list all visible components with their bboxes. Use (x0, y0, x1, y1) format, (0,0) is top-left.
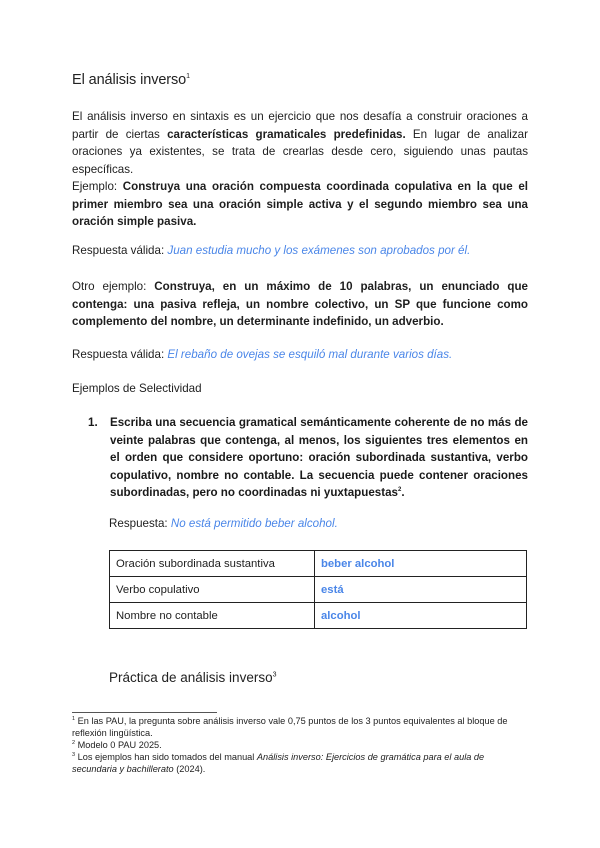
list-item-text (110, 414, 528, 502)
practice-title: Práctica de análisis inverso (109, 670, 273, 685)
example-prompt: Construya, en un máximo de 10 palabras, un enunciado que contenga: una pasiva refleja, un nombre colectivo, un SP que funcione como complemento del nombre, un determinante indefinido, un adverbio. (72, 280, 528, 328)
question-1-answer (109, 515, 529, 533)
footnote-3 (72, 752, 528, 775)
example-label: Otro ejemplo: (72, 280, 155, 293)
footnote-ref[interactable]: 1 (186, 73, 190, 81)
example-2 (72, 278, 528, 331)
book-title: Análisis inverso: Ejercicios de gramática para el aula de secundaria y bachillerato (72, 752, 485, 774)
footnote-divider (72, 712, 217, 713)
table-cell-element: Oración subordinada sustantiva (110, 551, 315, 577)
table-cell-value: beber alcohol (315, 551, 527, 577)
footnote-ref[interactable]: 2 (397, 487, 402, 494)
practice-heading (109, 670, 276, 685)
answer-text: No está permitido beber alcohol. (170, 517, 338, 530)
list-item (88, 414, 528, 502)
answer-text: Juan estudia mucho y los exámenes son aprobados por él. (167, 244, 471, 257)
example-label: Ejemplo: (72, 180, 123, 193)
answer-label: Respuesta válida: (72, 348, 168, 361)
table-row (110, 603, 527, 629)
table-row (110, 577, 527, 603)
footnote-ref[interactable]: 3 (272, 671, 277, 679)
footnote-1 (72, 716, 528, 739)
intro-text: El análisis inverso en sintaxis es un ejercicio que nos desafía a construir oraciones a partir de ciertas (72, 110, 528, 141)
table-cell-element: Nombre no contable (110, 603, 315, 629)
intro-paragraph (72, 108, 528, 178)
answer-label: Respuesta válida: (72, 244, 168, 257)
table-cell-value: está (315, 577, 527, 603)
footnote-text: Los ejemplos han sido tomados del manual (75, 752, 257, 762)
answer-table (109, 550, 527, 629)
intro-text-cont: En lugar de analizar oraciones ya existentes, se trata de crearlas desde cero, siguiendo unas pautas específicas. (72, 127, 528, 176)
selectividad-heading: Ejemplos de Selectividad (72, 382, 202, 395)
table-cell-element: Verbo copulativo (110, 577, 315, 603)
section-heading (72, 72, 190, 88)
footnote-number: 1 (72, 715, 76, 722)
answer-text: El rebaño de ovejas se esquiló mal durante varios días. (167, 348, 453, 361)
footnote-text: En las PAU, la pregunta sobre análisis inverso vale 0,75 puntos de los 3 puntos equivalentes al bloque de reflexión lingüística. (72, 716, 508, 738)
heading-text: El análisis inverso (72, 72, 187, 88)
question-end: . (401, 486, 405, 499)
list-number: 1. (88, 416, 98, 429)
table-row (110, 551, 527, 577)
footnote-text-end: (2024). (173, 763, 206, 774)
answer-label: Respuesta: (109, 517, 171, 530)
footnote-text: Modelo 0 PAU 2025. (75, 740, 162, 750)
example-1-answer (72, 242, 528, 260)
example-prompt: Construya una oración compuesta coordinada copulativa en la que el primer miembro sea una oración simple activa y el segundo miembro sea una oración simple pasiva. (72, 180, 528, 228)
question-text: Escriba una secuencia gramatical semánticamente coherente de no más de veinte palabras que contenga, al menos, los siguientes tres elementos en el orden que considere oportuno: oración subordinada sustantiva, verbo copulativo, nombre no contable. La secuencia puede contener oraciones subordinadas, pero no coordinadas ni yuxtapuestas (110, 416, 528, 499)
example-1 (72, 178, 528, 231)
table-cell-value: alcohol (315, 603, 527, 629)
footnote-number: 2 (72, 739, 76, 746)
footnote-number: 3 (72, 751, 76, 758)
footnote-2 (72, 740, 528, 752)
example-2-answer (72, 346, 528, 364)
intro-bold-text: características gramaticales predefinidas. (167, 127, 406, 141)
